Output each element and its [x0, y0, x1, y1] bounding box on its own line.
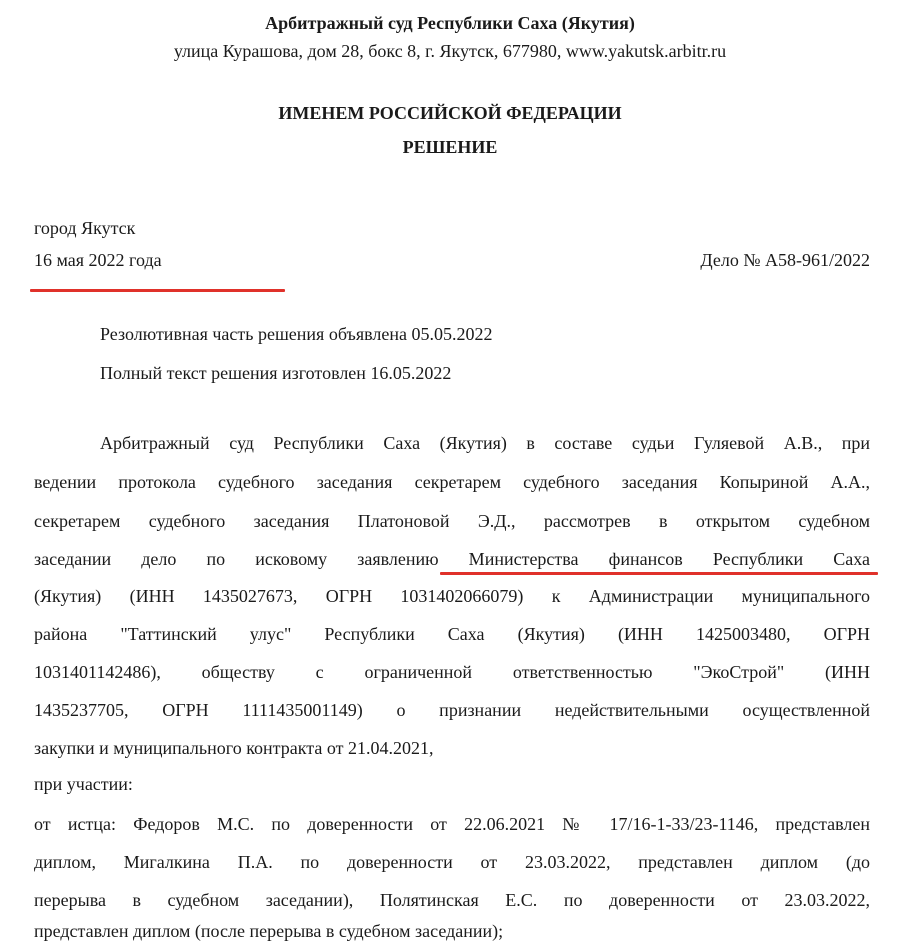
body-line: закупки и муниципального контракта от 21.04.2021, [34, 738, 434, 758]
decision-date: 16 мая 2022 года [34, 250, 162, 270]
case-number: Дело № А58-961/2022 [700, 250, 870, 270]
body-line: при участии: [34, 774, 133, 794]
body-line: Арбитражный суд Республики Саха (Якутия) в составе судьи Гуляевой А.В., при [100, 433, 870, 453]
date-underline-annotation [30, 289, 285, 292]
full-text-made: Полный текст решения изготовлен 16.05.2022 [100, 363, 452, 383]
body-line: представлен диплом (после перерыва в судебном заседании); [34, 921, 504, 941]
body-line: секретарем судебного заседания Платоновой Э.Д., рассмотрев в открытом судебном [34, 511, 870, 531]
body-line: перерыва в судебном заседании), Полятинская Е.С. по доверенности от 23.03.2022, [34, 890, 870, 910]
ministry-underline-annotation [440, 572, 878, 575]
body-line: заседании дело по исковому заявлению Министерства финансов Республики Саха [34, 549, 870, 569]
body-line: диплом, Мигалкина П.А. по доверенности от 23.03.2022, представлен диплом (до [34, 852, 870, 872]
body-line: ведении протокола судебного заседания секретарем судебного заседания Копыриной А.А., [34, 472, 870, 492]
court-address: улица Курашова, дом 28, бокс 8, г. Якутск, 677980, www.yakutsk.arbitr.ru [173, 41, 727, 61]
city: город Якутск [34, 218, 136, 238]
body-line: 1435237705, ОГРН 1111435001149) о признании недействительными осуществленной [34, 700, 870, 720]
title-line-2: РЕШЕНИЕ [402, 137, 498, 157]
body-line: (Якутия) (ИНН 1435027673, ОГРН 1031402066079) к Администрации муниципального [34, 586, 870, 606]
body-line: 1031401142486), обществу с ограниченной ответственностью "ЭкоСтрой" (ИНН [34, 662, 870, 682]
resolution-announced: Резолютивная часть решения объявлена 05.05.2022 [100, 324, 493, 344]
court-name: Арбитражный суд Республики Саха (Якутия) [265, 13, 635, 33]
body-line: от истца: Федоров М.С. по доверенности от 22.06.2021 № 17/16-1-33/23-1146, представлен [34, 814, 870, 834]
title-line-1: ИМЕНЕМ РОССИЙСКОЙ ФЕДЕРАЦИИ [278, 103, 622, 123]
body-line: района "Таттинский улус" Республики Саха (Якутия) (ИНН 1425003480, ОГРН [34, 624, 870, 644]
